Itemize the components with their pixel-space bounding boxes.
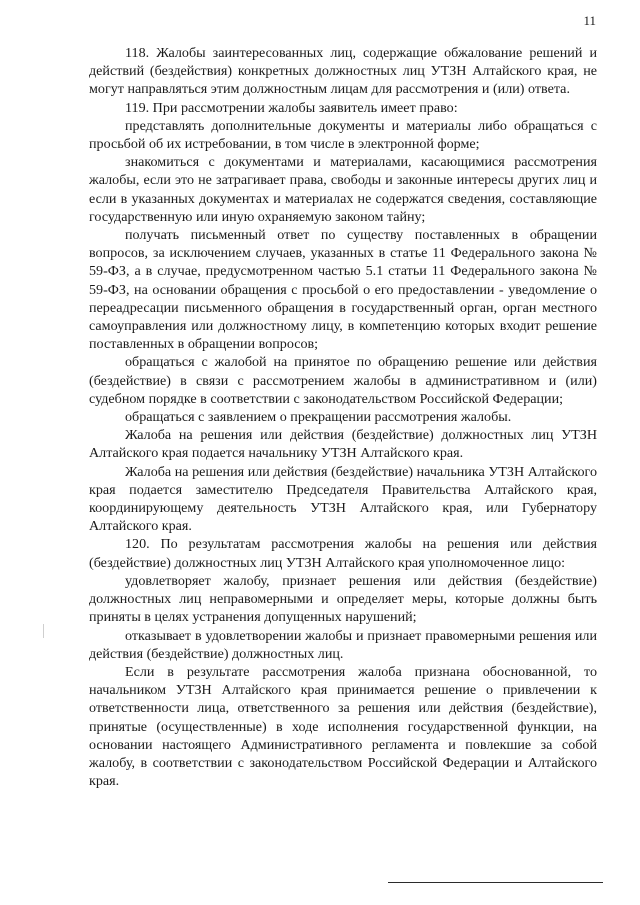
right-item: получать письменный ответ по существу поставленных в обращении вопросов, за исключением случаев, указанных в статье 11 Федерального закона № 59-ФЗ, а в случае, предусмотренном частью 5.1 статьи 11 Федерального закона № 59-ФЗ, на основании обращения с просьбой о его предоставлении - уведомление о переадресации письменного обращения в государственный орган, орган местного самоуправления или должностному лицу, в компетенцию которых входит решение поставленных в обращении вопросов; [89,227,597,353]
right-item: представлять дополнительные документы и материалы либо обращаться с просьбой об их истребовании, в том числе в электронной форме; [89,117,597,153]
paragraph-120: 120. По результатам рассмотрения жалобы на решения или действия (бездействие) должностных лиц УТЗН Алтайского края уполномоченное лицо: [89,536,597,571]
footer-rule [388,882,603,883]
paragraph-complaint-officials: Жалоба на решения или действия (бездействие) должностных лиц УТЗН Алтайского края подается начальнику УТЗН Алтайского края. [89,427,597,462]
paragraph-liability: Если в результате рассмотрения жалоба признана обоснованной, то начальником УТЗН Алтайского края принимается решение о привлечении к ответственности лица, ответственного за решения или действия (бездействие), принятые (осуществленные) в ходе исполнения государственной функции, на основании настоящего Административного регламента и повлекшие за собой жалобу, в соответствии с законодательством Российской Федерации и Алтайского края. [89,663,597,790]
right-item: обращаться с жалобой на принятое по обращению решение или действия (бездействие) в связи с рассмотрением жалобы в административном и (или) судебном порядке в соответствии с законодательством Российской Федерации; [89,354,597,407]
margin-mark [43,624,44,638]
page-number: 11 [583,13,596,28]
right-item: обращаться с заявлением о прекращении рассмотрения жалобы. [125,409,512,426]
outcome-item: удовлетворяет жалобу, признает решения или действия (бездействие) должностных лиц неправомерными и определяет меры, которые должны быть приняты в целях устранения допущенных нарушений; [89,572,597,626]
paragraph-119: 119. При рассмотрении жалобы заявитель имеет право: [125,99,458,116]
right-item: знакомиться с документами и материалами, касающимися рассмотрения жалобы, если это не затрагивает права, свободы и законные интересы других лиц и если в указанных документах и материалах не содержатся сведения, составляющие государственную или иную охраняемую законом тайну; [89,154,597,225]
document-body [89,44,597,790]
paragraph-118: 118. Жалобы заинтересованных лиц, содержащие обжалование решений и действий (бездействия) конкретных должностных лиц УТЗН Алтайского края, не могут направляться этим должностным лицам для рассмотрения и (или) ответа. [89,45,597,98]
paragraph-complaint-head: Жалоба на решения или действия (бездействие) начальника УТЗН Алтайского края подается заместителю Председателя Правительства Алтайского края, координирующему деятельность УТЗН Алтайского края, или Губернатору Алтайского края. [89,463,597,535]
outcome-item: отказывает в удовлетворении жалобы и признает правомерными решения или действия (бездействие) должностных лиц. [89,627,597,662]
